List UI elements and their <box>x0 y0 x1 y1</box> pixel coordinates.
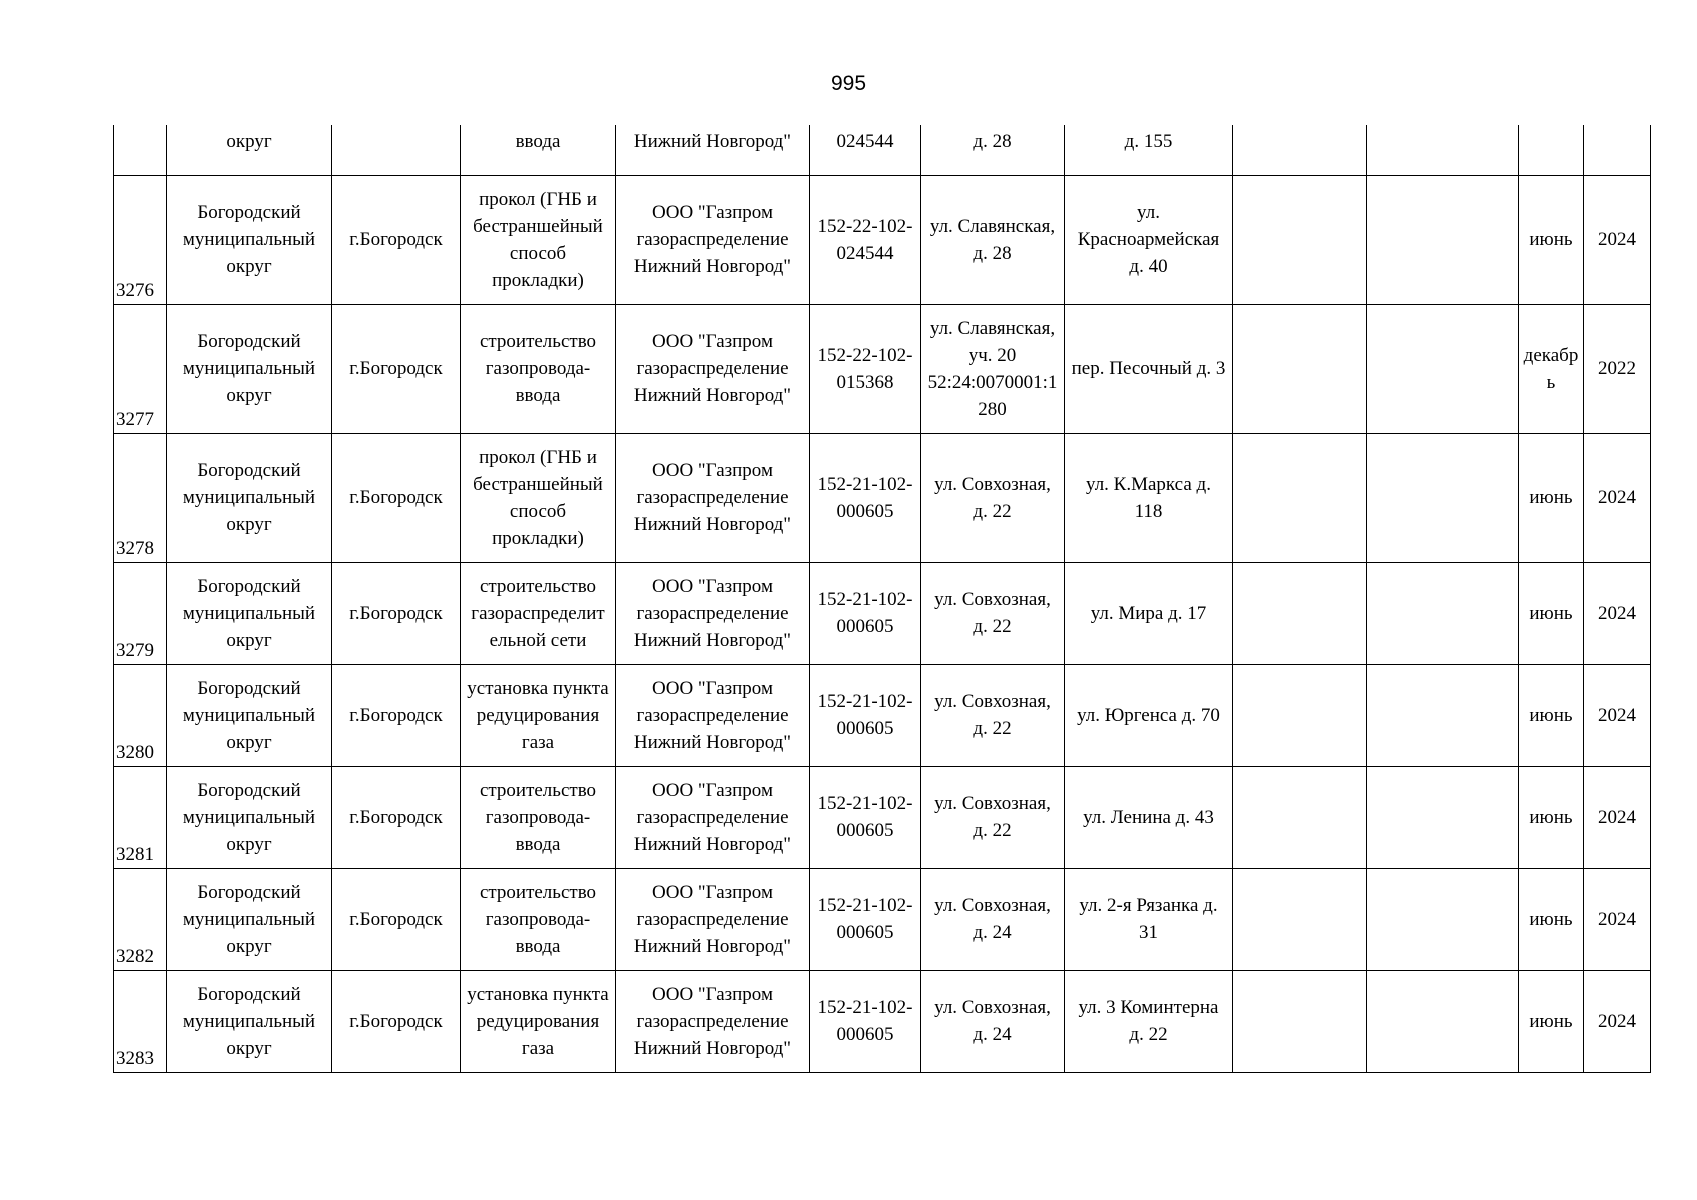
cell-organization <box>616 868 810 970</box>
cell-work <box>461 175 616 304</box>
cell-month <box>1519 304 1584 433</box>
cell-extra-1 <box>1233 970 1367 1072</box>
cell-extra-2 <box>1367 175 1519 304</box>
table-row <box>114 304 1651 433</box>
cell-month <box>1519 175 1584 304</box>
cell-extra-1 <box>1233 433 1367 562</box>
cell-city: г.Богородск <box>332 766 461 868</box>
cell-number: 3282 <box>114 868 167 970</box>
cell-line: 118 <box>1134 500 1163 522</box>
cell-line: 000605 <box>836 500 894 522</box>
cell-line: ООО "Газпром <box>652 331 773 352</box>
cell-year: 2024 <box>1584 868 1651 970</box>
cell-work: ввода <box>461 125 616 175</box>
cell-extra-1 <box>1233 766 1367 868</box>
cell-organization <box>616 970 810 1072</box>
cell-line: д. 22 <box>1129 1024 1168 1045</box>
cell-code <box>810 868 921 970</box>
cell-to-address: д. 155 <box>1065 125 1233 175</box>
cell-line: бестраншейный <box>473 473 603 495</box>
cell-year: 2022 <box>1584 304 1651 433</box>
cell-extra-2 <box>1367 766 1519 868</box>
cell-line: прокол (ГНБ и <box>479 446 597 468</box>
cell-line: д. 28 <box>973 242 1012 264</box>
cell-line: Богородский <box>197 331 301 352</box>
cell-line: ООО "Газпром <box>652 881 773 903</box>
cell-line: муниципальный <box>182 487 316 508</box>
cell-number <box>114 125 167 175</box>
cell-line: Нижний Новгород" <box>633 833 792 855</box>
cell-line: муниципальный <box>182 229 316 250</box>
cell-line: ул. 3 Коминтерна <box>1078 997 1219 1018</box>
cell-line: строительство <box>479 331 597 352</box>
table-row <box>114 664 1651 766</box>
cell-line: июнь <box>1529 229 1573 250</box>
cell-line: прокладки) <box>492 527 584 549</box>
cell-line: пер. Песочный д. 3 <box>1071 358 1226 379</box>
cell-line: ельной сети <box>489 629 587 651</box>
cell-from-address: д. 28 <box>921 125 1065 175</box>
cell-line: 000605 <box>836 718 894 739</box>
cell-line: 152-21-102- <box>817 793 913 814</box>
cell-line: бестраншейный <box>473 215 603 237</box>
cell-line: Богородский <box>197 575 301 597</box>
cell-year: 2024 <box>1584 175 1651 304</box>
cell-line: ул. 2-я Рязанка д. <box>1079 895 1218 916</box>
cell-line: редуцирования <box>476 1010 600 1032</box>
cell-line: Нижний Новгород" <box>633 731 792 753</box>
cell-line: способ <box>509 242 567 264</box>
cell-line: муниципальный <box>182 1010 316 1032</box>
cell-month <box>1519 433 1584 562</box>
cell-line: газопровода- <box>485 908 591 930</box>
cell-to-address <box>1065 664 1233 766</box>
cell-line: ввода <box>515 935 561 957</box>
cell-extra-1 <box>1233 175 1367 304</box>
cell-line: строительство <box>479 575 597 597</box>
cell-year: 2024 <box>1584 970 1651 1072</box>
cell-from-address <box>921 433 1065 562</box>
cell-code <box>810 664 921 766</box>
cell-month <box>1519 664 1584 766</box>
cell-line: ул. Мира д. 17 <box>1090 602 1207 624</box>
cell-line: Богородский <box>197 677 301 699</box>
cell-line: округ <box>226 1037 272 1059</box>
cell-from-address <box>921 766 1065 868</box>
cell-line: ул. <box>1137 202 1160 223</box>
cell-line: 015368 <box>836 371 894 393</box>
cell-line: Красноармейская <box>1077 229 1220 250</box>
cell-city: г.Богородск <box>332 970 461 1072</box>
cell-line: установка пункта <box>467 677 609 699</box>
table-row <box>114 175 1651 304</box>
cell-to-address <box>1065 970 1233 1072</box>
cell-line: ул. Совхозная, <box>934 589 1051 610</box>
cell-number: 3283 <box>114 970 167 1072</box>
cell-line: июнь <box>1529 704 1573 726</box>
cell-district <box>167 868 332 970</box>
cell-code <box>810 304 921 433</box>
cell-line: округ <box>226 731 272 753</box>
cell-line: 31 <box>1139 922 1158 943</box>
cell-organization <box>616 304 810 433</box>
cell-city: г.Богородск <box>332 562 461 664</box>
cell-line: ул. Юргенса д. 70 <box>1077 704 1220 726</box>
cell-line: муниципальный <box>182 704 316 726</box>
cell-line: 52:24:0070001:1 <box>927 371 1058 393</box>
cell-code <box>810 766 921 868</box>
cell-district <box>167 766 332 868</box>
cell-line: редуцирования <box>476 704 600 726</box>
cell-line: ООО "Газпром <box>652 779 773 801</box>
cell-number: 3279 <box>114 562 167 664</box>
table-row <box>114 970 1651 1072</box>
cell-from-address <box>921 868 1065 970</box>
cell-line: Нижний Новгород" <box>633 514 792 535</box>
cell-extra-1 <box>1233 868 1367 970</box>
cell-work <box>461 433 616 562</box>
cell-line: 000605 <box>836 922 894 943</box>
cell-line: ввода <box>515 385 561 406</box>
table-row <box>114 433 1651 562</box>
cell-district: округ <box>167 125 332 175</box>
cell-line: д. 22 <box>973 718 1012 739</box>
cell-code <box>810 175 921 304</box>
cell-district <box>167 433 332 562</box>
cell-line: округ <box>226 935 272 957</box>
cell-line: Богородский <box>197 460 301 481</box>
cell-line: декабр <box>1523 344 1579 366</box>
cell-year: 2024 <box>1584 562 1651 664</box>
cell-from-address <box>921 970 1065 1072</box>
cell-to-address <box>1065 868 1233 970</box>
cell-line: июнь <box>1529 602 1573 624</box>
cell-month <box>1519 766 1584 868</box>
cell-line: газопровода- <box>485 358 591 379</box>
cell-line: ул. Совхозная, <box>934 691 1051 712</box>
cell-from-address <box>921 304 1065 433</box>
cell-line: 152-21-102- <box>817 691 913 712</box>
registry-table <box>113 125 1651 1073</box>
cell-year: 2024 <box>1584 664 1651 766</box>
cell-number: 3276 <box>114 175 167 304</box>
cell-work <box>461 304 616 433</box>
cell-work <box>461 562 616 664</box>
cell-line: д. 24 <box>973 922 1012 943</box>
cell-district <box>167 175 332 304</box>
cell-line: д. 40 <box>1129 256 1168 277</box>
cell-line: 152-22-102- <box>817 344 913 366</box>
cell-number: 3278 <box>114 433 167 562</box>
cell-line: прокол (ГНБ и <box>479 188 597 210</box>
cell-line: прокладки) <box>492 269 584 291</box>
cell-line: 000605 <box>836 1024 894 1045</box>
cell-line: 000605 <box>836 616 894 637</box>
cell-work <box>461 766 616 868</box>
cell-line: Богородский <box>197 881 301 903</box>
cell-line: газораспределение <box>636 229 789 250</box>
cell-line: Богородский <box>197 983 301 1005</box>
cell-line: ООО "Газпром <box>652 983 773 1005</box>
cell-line: газораспределение <box>636 487 789 508</box>
cell-line: газа <box>521 731 555 753</box>
cell-line: июнь <box>1529 487 1573 508</box>
cell-line: округ <box>226 629 272 651</box>
cell-year <box>1584 125 1651 175</box>
cell-line: ООО "Газпром <box>652 460 773 481</box>
cell-line: д. 22 <box>973 500 1012 522</box>
cell-line: Нижний Новгород" <box>633 1037 792 1059</box>
cell-city: г.Богородск <box>332 868 461 970</box>
cell-line: муниципальный <box>182 908 316 930</box>
cell-organization <box>616 175 810 304</box>
cell-line: Богородский <box>197 779 301 801</box>
cell-district <box>167 562 332 664</box>
cell-code <box>810 433 921 562</box>
cell-line: ул. Славянская, <box>929 215 1056 237</box>
table-row <box>114 562 1651 664</box>
cell-line: ввода <box>515 833 561 855</box>
cell-line: д. 22 <box>973 616 1012 637</box>
cell-city <box>332 125 461 175</box>
cell-line: июнь <box>1529 908 1573 930</box>
cell-code: 024544 <box>810 125 921 175</box>
cell-line: газораспределение <box>636 602 789 624</box>
cell-line: способ <box>509 500 567 522</box>
page-number: 995 <box>830 72 867 95</box>
cell-organization <box>616 766 810 868</box>
cell-line: округ <box>226 256 272 277</box>
cell-line: ь <box>1546 371 1556 393</box>
cell-to-address <box>1065 766 1233 868</box>
cell-line: Нижний Новгород" <box>633 256 792 277</box>
cell-line: д. 24 <box>973 1024 1012 1045</box>
cell-line: муниципальный <box>182 358 316 379</box>
cell-line: ул. Совхозная, <box>934 793 1051 814</box>
cell-line: муниципальный <box>182 602 316 624</box>
cell-extra-1 <box>1233 304 1367 433</box>
cell-line: округ <box>226 514 272 535</box>
table-row <box>114 868 1651 970</box>
cell-city: г.Богородск <box>332 433 461 562</box>
cell-line: округ <box>226 833 272 855</box>
cell-number: 3277 <box>114 304 167 433</box>
cell-line: газа <box>521 1037 555 1059</box>
table-body <box>114 125 1651 1072</box>
cell-extra-2 <box>1367 970 1519 1072</box>
cell-extra-2 <box>1367 562 1519 664</box>
cell-line: газораспределение <box>636 806 789 828</box>
cell-line: округ <box>226 385 272 406</box>
cell-line: ООО "Газпром <box>652 202 773 223</box>
cell-city: г.Богородск <box>332 664 461 766</box>
cell-line: строительство <box>479 881 597 903</box>
cell-from-address <box>921 175 1065 304</box>
cell-month <box>1519 868 1584 970</box>
cell-month <box>1519 125 1584 175</box>
cell-extra-2 <box>1367 664 1519 766</box>
cell-to-address <box>1065 304 1233 433</box>
cell-organization <box>616 562 810 664</box>
cell-extra-1 <box>1233 562 1367 664</box>
cell-line: 024544 <box>836 242 894 264</box>
cell-line: установка пункта <box>467 983 609 1005</box>
cell-line: 000605 <box>836 820 894 841</box>
cell-organization <box>616 433 810 562</box>
cell-line: уч. 20 <box>968 344 1017 366</box>
cell-number: 3280 <box>114 664 167 766</box>
cell-line: 152-21-102- <box>817 997 913 1018</box>
table-row-continued <box>114 125 1651 175</box>
cell-line: строительство <box>479 779 597 801</box>
cell-extra-1 <box>1233 664 1367 766</box>
cell-city: г.Богородск <box>332 175 461 304</box>
cell-organization: Нижний Новгород" <box>616 125 810 175</box>
cell-line: ООО "Газпром <box>652 677 773 699</box>
cell-from-address <box>921 562 1065 664</box>
cell-extra-1 <box>1233 125 1367 175</box>
cell-line: газораспределение <box>636 1010 789 1032</box>
cell-extra-2 <box>1367 304 1519 433</box>
cell-line: ул. Славянская, <box>929 317 1056 339</box>
cell-line: газораспределение <box>636 908 789 930</box>
cell-work <box>461 970 616 1072</box>
cell-line: ул. Совхозная, <box>934 473 1051 495</box>
cell-line: ул. К.Маркса д. <box>1086 473 1211 495</box>
cell-month <box>1519 970 1584 1072</box>
cell-line: ул. Совхозная, <box>934 895 1051 916</box>
cell-line: 280 <box>978 398 1007 420</box>
cell-line: муниципальный <box>182 806 316 828</box>
cell-to-address <box>1065 433 1233 562</box>
cell-to-address <box>1065 562 1233 664</box>
cell-code <box>810 970 921 1072</box>
cell-line: 152-22-102- <box>817 215 913 237</box>
cell-district <box>167 664 332 766</box>
cell-work <box>461 868 616 970</box>
cell-line: ул. Совхозная, <box>934 997 1051 1018</box>
table-row <box>114 766 1651 868</box>
cell-line: 152-21-102- <box>817 589 913 610</box>
cell-extra-2 <box>1367 125 1519 175</box>
cell-line: газораспределение <box>636 704 789 726</box>
cell-month <box>1519 562 1584 664</box>
cell-line: июнь <box>1529 806 1573 828</box>
cell-line: 152-21-102- <box>817 895 913 916</box>
cell-district <box>167 304 332 433</box>
cell-extra-2 <box>1367 433 1519 562</box>
cell-year: 2024 <box>1584 433 1651 562</box>
cell-district <box>167 970 332 1072</box>
cell-line: июнь <box>1529 1010 1573 1032</box>
cell-city: г.Богородск <box>332 304 461 433</box>
cell-from-address <box>921 664 1065 766</box>
cell-line: газораспределит <box>471 602 605 624</box>
cell-line: газораспределение <box>636 358 789 379</box>
cell-number: 3281 <box>114 766 167 868</box>
cell-line: Нижний Новгород" <box>633 629 792 651</box>
cell-year: 2024 <box>1584 766 1651 868</box>
cell-code <box>810 562 921 664</box>
cell-line: Нижний Новгород" <box>633 935 792 957</box>
cell-line: газопровода- <box>485 806 591 828</box>
cell-extra-2 <box>1367 868 1519 970</box>
cell-line: 152-21-102- <box>817 473 913 495</box>
cell-line: ООО "Газпром <box>652 575 773 597</box>
cell-line: Богородский <box>197 202 301 223</box>
cell-line: Нижний Новгород" <box>633 385 792 406</box>
cell-to-address <box>1065 175 1233 304</box>
cell-work <box>461 664 616 766</box>
cell-line: д. 22 <box>973 820 1012 841</box>
cell-line: ул. Ленина д. 43 <box>1083 806 1214 828</box>
cell-organization <box>616 664 810 766</box>
